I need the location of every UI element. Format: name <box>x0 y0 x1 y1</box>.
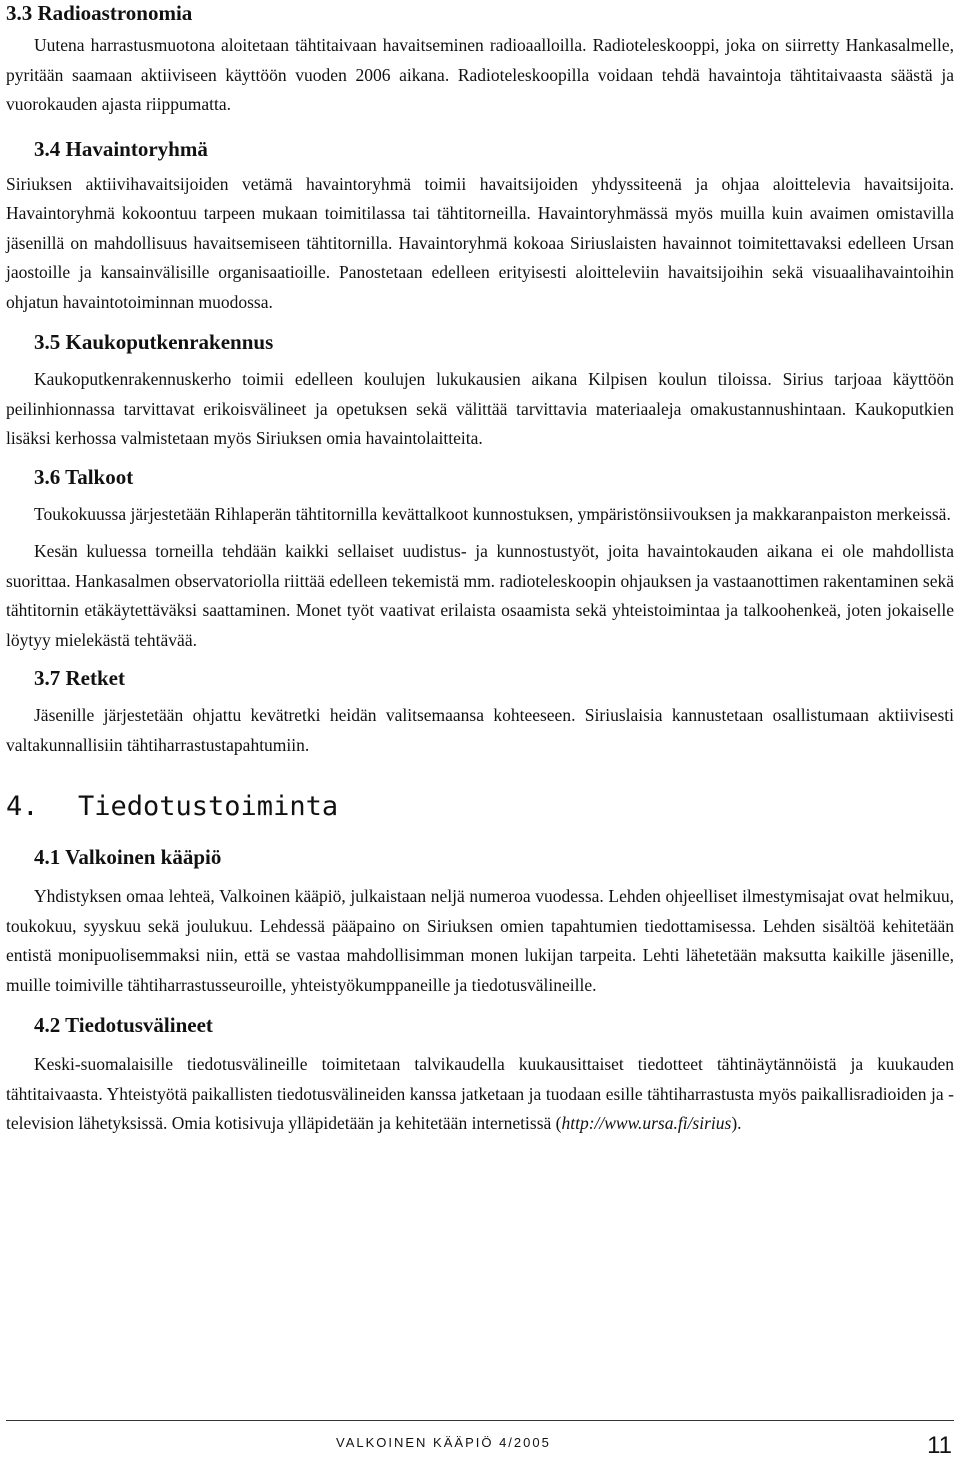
chapter-heading-4 <box>6 790 954 824</box>
section-heading-3-4: 3.4 Havaintoryhmä <box>34 136 208 161</box>
page-number: 11 <box>927 1432 952 1459</box>
section-heading-3-5: 3.5 Kaukoputkenrakennus <box>34 330 274 354</box>
section-3-6-paragraph-2: Kesän kuluessa torneilla tehdään kaikki sellaiset uudistus- ja kunnostustyöt, joita havaintokauden aikana ei ole mahdollista suorittaa. Hankasalmen observatoriolla riittää edelleen tekemistä mm. radioteleskoopin ohjauksen ja vastaanottimen rakentaminen sekä tähtitornin etäkäytettäväksi saattaminen. Monet työt vaativat erilaista osaamista sekä yhteistoimintaa ja talkoohenkeä, joten jokaiselle löytyy mielekästä tehtävää. <box>6 541 954 650</box>
section-3-4-paragraph: Siriuksen aktiivihavaitsijoiden vetämä havaintoryhmä toimii havaitsijoiden yhdyssiteenä ja ohjaa aloittelevia havaitsijoita. Havaintoryhmä kokoontuu tarpeen mukaan toimitilassa tai tähtitorneilla. Havaintoryhmässä myös muilla kuin avaimen omistavilla jäsenillä on mahdollisuus havaitsemiseen tähtitornilla. Havaintoryhmä kokoaa Siriuslaisten havainnot toimitettavaksi edelleen Ursan jaostoille ja kansainvälisille organisaatioille. Panostetaan edelleen erityisesti aloitteleviin havaitsijoihin sekä visuaalihavaintoihin ohjatun havaintotoiminnan muodossa. <box>6 173 954 312</box>
chapter-number: 4. <box>6 791 39 822</box>
section-heading-3-6: 3.6 Talkoot <box>34 464 134 489</box>
section-4-2-text-after-link: ). <box>731 1113 742 1133</box>
sirius-website-link[interactable]: http://www.ursa.fi/sirius <box>561 1113 732 1133</box>
section-4-2-text-before-link: Keski-suomalaisille tiedotusvälineille toimitetaan talvikaudella kuukausittaiset tiedotteet tähtinäytännöistä ja kuukauden tähtitaivaasta. Yhteistyötä paikallisten tiedotusvälineiden kanssa jatketaan ja tuodaan esille tähtiharrastusta myös paikallisradioiden ja -television lähetyksissä. Omia kotisivuja ylläpidetään ja kehitetään internetissä ( <box>6 1054 954 1133</box>
section-heading-4-2: 4.2 Tiedotusvälineet <box>34 1013 213 1037</box>
section-4-2-paragraph <box>6 1050 954 1139</box>
document-page <box>6 0 954 1139</box>
chapter-title: Tiedotustoiminta <box>78 791 339 822</box>
footer-publication: VALKOINEN KÄÄPIÖ 4/2005 <box>336 1435 551 1450</box>
section-3-7-paragraph: Jäsenille järjestetään ohjattu kevätretki heidän valitsemaansa kohteeseen. Siriuslaisia kannustetaan osallistumaan aktiivisesti valtakunnallisiin tähtiharrastustapahtumiin. <box>6 705 954 755</box>
section-heading-4-1: 4.1 Valkoinen kääpiö <box>34 845 222 869</box>
section-4-1-paragraph: Yhdistyksen omaa lehteä, Valkoinen kääpiö, julkaistaan neljä numeroa vuodessa. Lehden ohjeelliset ilmestymisajat ovat helmikuu, toukokuu, syyskuu sekä joulukuu. Lehdessä pääpaino on Siriuksen omien tapahtumien tiedottamisessa. Lehden sisältöä kehitetään entistä monipuolisemmaksi niin, että se vastaa mahdollisimman monen lukijan tarpeita. Lehti lähetetään maksutta kaikille jäsenille, muille toimiville tähtiharrastusseuroille, yhteistyökumppaneille ja tiedotusvälineille. <box>6 886 954 995</box>
section-3-3-paragraph: Uutena harrastusmuotona aloitetaan tähtitaivaan havaitseminen radioaalloilla. Radioteleskooppi, joka on siirretty Hankasalmelle, pyritään saamaan aktiiviseen käyttöön vuoden 2006 aikana. Radioteleskoopilla voidaan tehdä havaintoja tähtitaivaasta säästä ja vuorokauden ajasta riippumatta. <box>6 35 954 114</box>
section-heading-3-7: 3.7 Retket <box>34 666 125 690</box>
section-3-5-paragraph: Kaukoputkenrakennuskerho toimii edelleen koulujen lukukausien aikana Kilpisen koulun tiloissa. Sirius tarjoaa käyttöön peilinhionnassa tarvittavat erikoisvälineet ja opetuksen sekä välittää tarvittavia materiaaleja omakustannushintaan. Kaukoputkien lisäksi kerhossa valmistetaan myös Siriuksen omia havaintolaitteita. <box>6 369 954 448</box>
section-heading-3-3: 3.3 Radioastronomia <box>6 1 193 25</box>
section-3-6-paragraph-1: Toukokuussa järjestetään Rihlaperän tähtitornilla kevättalkoot kunnostuksen, ympäristönsiivouksen ja makkaranpaiston merkeissä. <box>34 503 951 524</box>
footer-divider <box>6 1420 954 1421</box>
